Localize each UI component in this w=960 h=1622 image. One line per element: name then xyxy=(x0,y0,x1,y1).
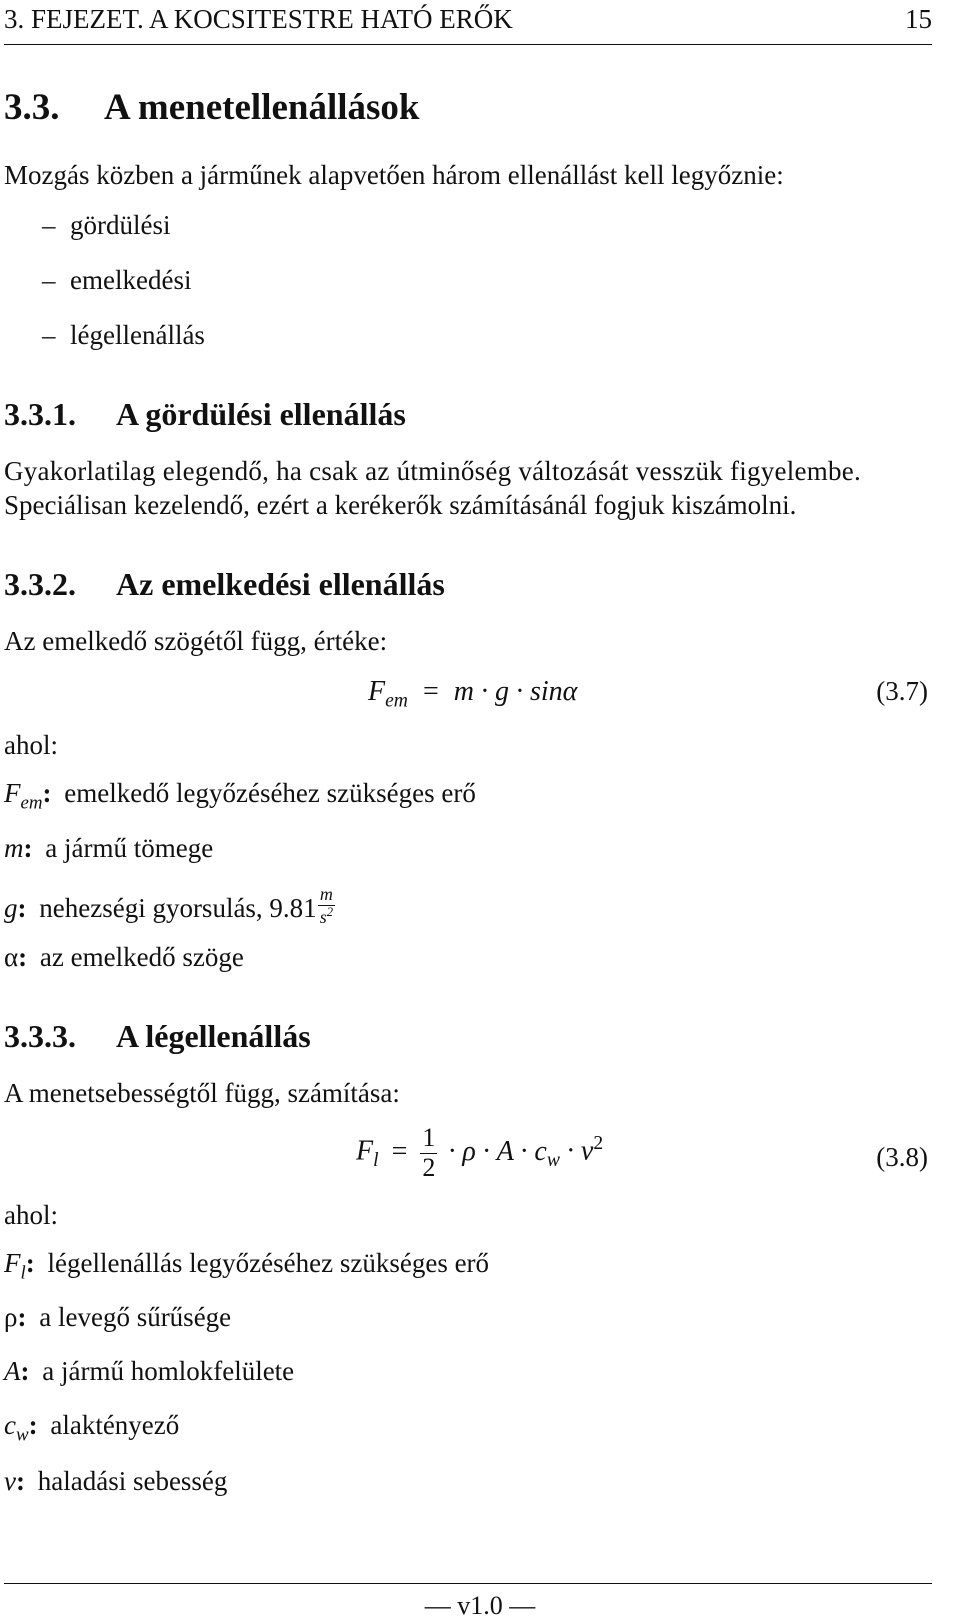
list-bullet: – xyxy=(42,265,56,295)
subsection-number: 3.3.3. xyxy=(4,1018,76,1054)
definition-item: $c_w$: alaktényező xyxy=(4,1410,180,1446)
header-divider xyxy=(4,44,932,45)
section-title: A menetellenállások xyxy=(104,87,420,128)
definition-item: ρ: a levegő sűrűsége xyxy=(4,1302,232,1332)
list-item-label: emelkedési xyxy=(70,265,192,295)
list-bullet: – xyxy=(42,320,56,350)
definition-item: v: haladási sebesség xyxy=(4,1466,228,1496)
version-footer: — v1.0 — xyxy=(424,1591,536,1620)
definition-item: $F_{em}$: emelkedő legyőzéséhez szükséges erő xyxy=(4,778,476,814)
equation-3-8: $F_l$ = $\frac{1}{2}$ · $\rho \cdot A \cdot c_w \cdot v^2$ xyxy=(356,1123,604,1182)
subsection-heading xyxy=(4,396,406,433)
paragraph-line: Gyakorlatilag elegendő, ha csak az útminőség változását vesszük figyelembe. xyxy=(4,456,861,486)
paragraph-line: A menetsebességtől függ, számítása: xyxy=(4,1078,400,1108)
equation-3-7: $F_{em} = m \cdot g \cdot \sin\alpha$ xyxy=(368,676,578,712)
subsection-number: 3.3.1. xyxy=(4,396,76,432)
subsection-heading xyxy=(4,566,445,603)
definition-item: α: az emelkedő szöge xyxy=(4,942,244,972)
where-label: ahol: xyxy=(4,730,58,760)
definition-item: g: nehezségi gyorsulás, 9.81 $\frac{m}{s^2}$ xyxy=(4,884,333,927)
subsection-title: A légellenállás xyxy=(116,1018,311,1054)
list-item xyxy=(42,265,191,296)
section-number: 3.3. xyxy=(4,87,60,128)
equation-number: (3.7) xyxy=(876,676,928,706)
subsection-title: A gördülési ellenállás xyxy=(116,396,406,432)
section-heading xyxy=(4,86,420,129)
list-item xyxy=(42,320,205,351)
subsection-title: Az emelkedési ellenállás xyxy=(116,566,445,602)
footer-divider xyxy=(4,1583,932,1584)
definition-item: m: a jármű tömege xyxy=(4,833,214,863)
paragraph-line: Speciálisan kezelendő, ezért a kerékerők számításánál fogjuk kiszámolni. xyxy=(4,490,797,520)
list-bullet: – xyxy=(42,210,56,240)
subsection-heading xyxy=(4,1018,311,1055)
subsection-number: 3.3.2. xyxy=(4,566,76,602)
definition-item: $F_l$: légellenállás legyőzéséhez szükséges erő xyxy=(4,1248,490,1284)
definition-item: A: a jármű homlokfelülete xyxy=(4,1356,295,1386)
paragraph-line: Az emelkedő szögétől függ, értéke: xyxy=(4,626,388,656)
page-number: 15 xyxy=(905,4,932,34)
running-header-chapter: 3. FEJEZET. A KOCSITESTRE HATÓ ERŐK xyxy=(4,4,513,34)
equation-number: (3.8) xyxy=(876,1142,928,1172)
list-item-label: légellenállás xyxy=(70,320,205,350)
list-item-label: gördülési xyxy=(70,210,171,240)
list-item xyxy=(42,210,171,241)
where-label: ahol: xyxy=(4,1200,58,1230)
section-intro: Mozgás közben a járműnek alapvetően három ellenállást kell legyőznie: xyxy=(4,160,784,190)
